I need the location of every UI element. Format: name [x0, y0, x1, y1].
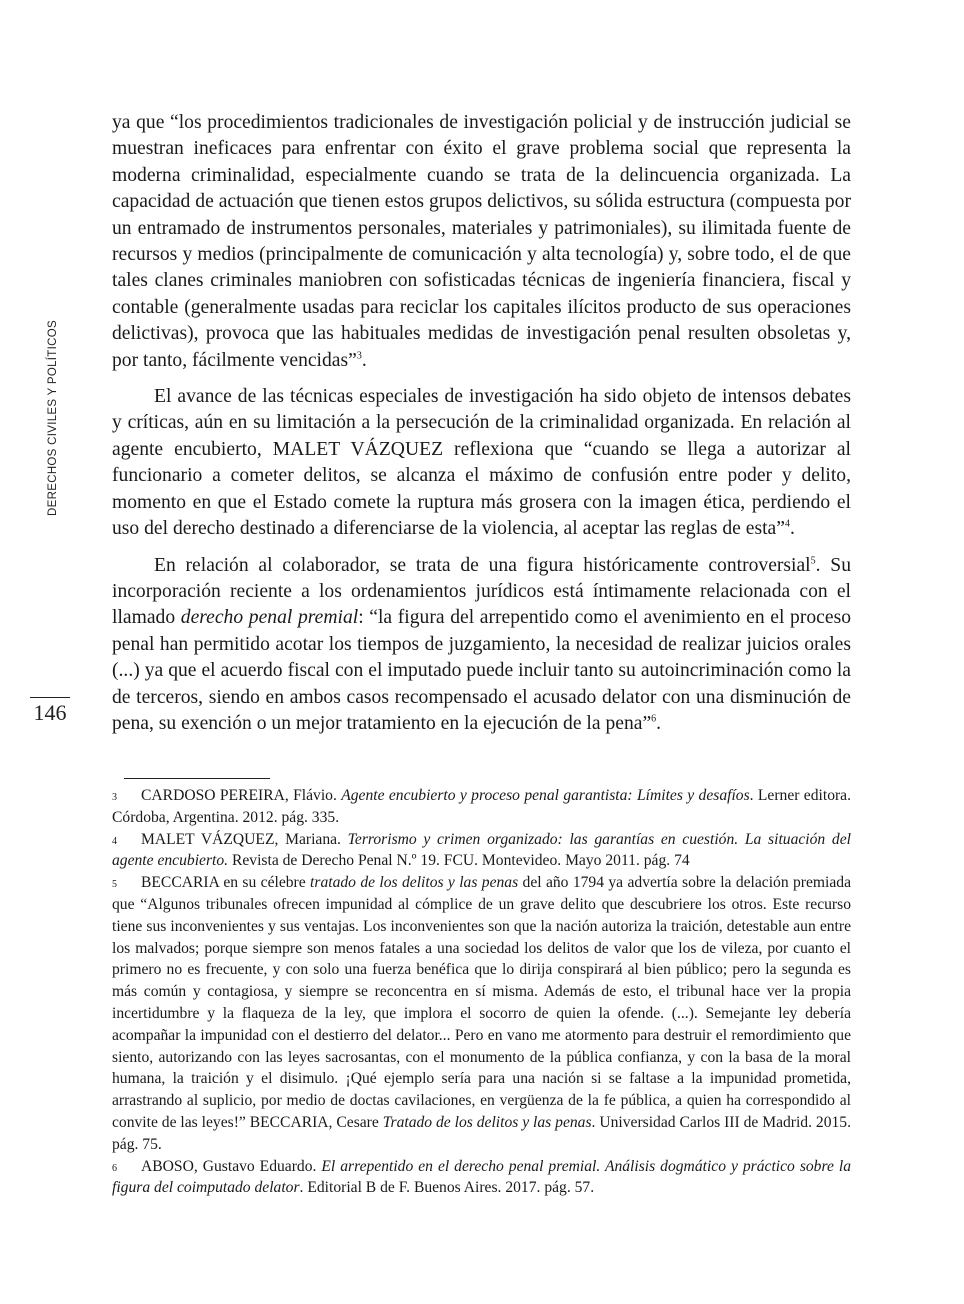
footnote-text: CARDOSO PEREIRA, Flávio. [141, 787, 342, 804]
footnote-text: ABOSO, Gustavo Eduardo. [141, 1157, 322, 1175]
paragraph-text: El avance de las técnicas especiales de investigación ha sido objeto de intensos debates y críticas, aún en su limitación a la persecución de la criminalidad organizada. En relación al agente encubierto, MALET VÁZQUEZ reflexiona que “cuando se llega a autorizar al funcionario a cometer delitos, se alcanza el máximo de confusión entre poder y delito, momento en que el Estado comete la ruptura más grosera con la imagen ética, perdiendo el uso del derecho destinado a diferenciarse de la violencia, al aceptar las reglas de esta” [112, 386, 851, 540]
footnote-number: 4 [112, 835, 117, 847]
footnote-title: Tratado de los delitos y las penas [382, 1113, 592, 1131]
footnote-4 [112, 829, 851, 873]
paragraph-text: . Su incorporación reciente a los ordenamientos jurídicos está íntimamente relacionada con el llamado [112, 554, 851, 629]
paragraph-3 [112, 553, 851, 738]
paragraph-text: : “la figura del arrepentido como el avenimiento en el proceso penal han permitido acotar los tiempos de juzgamiento, la necesidad de realizar juicios orales (...) ya que el acuerdo fiscal con el imputado puede incluir tanto su autoincriminación como la de terceros, siendo en ambos casos recompensado el acusado delator con una disminución de pena, su exención o un mejor tratamiento en la ejecución de la pena” [112, 607, 851, 734]
footnote-text: . Universidad Carlos III de Madrid. 2015. pág. 75. [112, 1113, 851, 1153]
paragraph-text: . [656, 712, 662, 734]
footnote-3 [112, 785, 851, 829]
paragraph-text: En relación al colaborador, se trata de una figura históricamente controversial [154, 554, 811, 576]
main-text [112, 110, 851, 747]
footnote-ref[interactable]: 6 [651, 713, 657, 725]
footnote-text: del año 1794 ya advertía sobre la delación premiada que “Algunos tribunales ofrecen impunidad al cómplice de un grave delito que descubriere los otros. Este recurso tiene sus inconvenientes y sus ventajas. Los inconvenientes son que la nación autoriza la traición, detestable aun entre los malvados; porque siempre son menos fatales a una sociedad los delitos de valor que los de vileza, por cuanto el primero no es frecuente, y con solo una fuerza benéfica que lo dirija conspirará al bien público; pero la segunda es más común y contagiosa, y siempre se reconcentra en sí misma. Además de esto, el tribunal hace ver la propia incertidumbre y la flaqueza de la ley, que implora el socorro de quien la ofende. (...). Semejante ley debería acompañar la impunidad con el destierro del delator... Pero en vano me atormento para destruir el remordimiento que siento, autorizando con las leyes sacrosantas, con el monumento de la pública confianza, y con la basa de la moral humana, la traición y el disimulo. ¡Qué ejemplo sería para una nación si se faltase a la impunidad prometida, arrastrando al suplicio, por medio de doctas cavilaciones, en vergüenza de la fe pública, a quien ha correspondido al convite de las leyes!” BECCARIA, Cesare [112, 874, 852, 1131]
paragraph-text: ya que “los procedimientos tradicionales de investigación policial y de instrucción judicial se muestran ineficaces para enfrentar con éxito el grave problema social que representa la moderna criminalidad, especialmente cuando se trata de la delincuencia organizada. La capacidad de actuación que tienen estos grupos delictivos, su sólida estructura (compuesta por un entramado de instrumentos personales, materiales y patrimoniales), su ilimitada fuente de recursos y medios (principalmente de comunicación y alta tecnología) y, sobre todo, el de que tales clanes criminales maniobren con sofisticadas técnicas de ingeniería financiera, fiscal y contable (generalmente usadas para reciclar los capitales ilícitos producto de sus operaciones delictivas), provoca que las habituales medidas de investigación penal resulten obsoletas y, por tanto, fácilmente vencidas” [112, 112, 851, 371]
page-number: 146 [30, 697, 70, 726]
footnote-text: . Lerner editora. Córdoba, Argentina. 2012. pág. 335. [112, 787, 852, 826]
footnotes [112, 785, 851, 1199]
footnote-title: Terrorismo y crimen organizado: las garantías en cuestión. La situación del agente encubierto. [112, 830, 851, 870]
footnote-title: El arrepentido en el derecho penal premial. Análisis dogmático y práctico sobre la figura del coimputado delator [112, 1157, 851, 1197]
footnote-separator [124, 778, 270, 779]
italic-term: derecho penal premial [180, 607, 359, 629]
footnote-6 [112, 1156, 851, 1200]
footnote-ref[interactable]: 5 [810, 554, 816, 566]
footnote-title: Agente encubierto y proceso penal garantista: Límites y desafíos [341, 787, 750, 804]
footnote-number: 6 [112, 1162, 117, 1174]
paragraph-2 [112, 384, 851, 542]
paragraph-text: . [361, 349, 367, 371]
footnote-number: 5 [112, 879, 117, 891]
footnote-number: 3 [112, 792, 117, 803]
footnote-title: tratado de los delitos y las penas [310, 874, 519, 892]
footnote-ref[interactable]: 4 [784, 518, 790, 530]
footnote-text: MALET VÁZQUEZ, Mariana. [141, 830, 348, 848]
footnote-text: . Editorial B de F. Buenos Aires. 2017. pág. 57. [299, 1179, 595, 1197]
section-title: DERECHOS CIVILES Y POLÍTICOS [47, 320, 59, 516]
paragraph-1 [112, 110, 851, 374]
footnote-5 [112, 872, 851, 1155]
footnote-text: Revista de Derecho Penal N.º 19. FCU. Montevideo. Mayo 2011. pág. 74 [228, 852, 690, 870]
running-header-vertical [38, 318, 68, 518]
paragraph-text: . [789, 518, 795, 540]
footnote-ref[interactable]: 3 [356, 350, 362, 362]
footnote-text: BECCARIA en su célebre [141, 874, 311, 892]
